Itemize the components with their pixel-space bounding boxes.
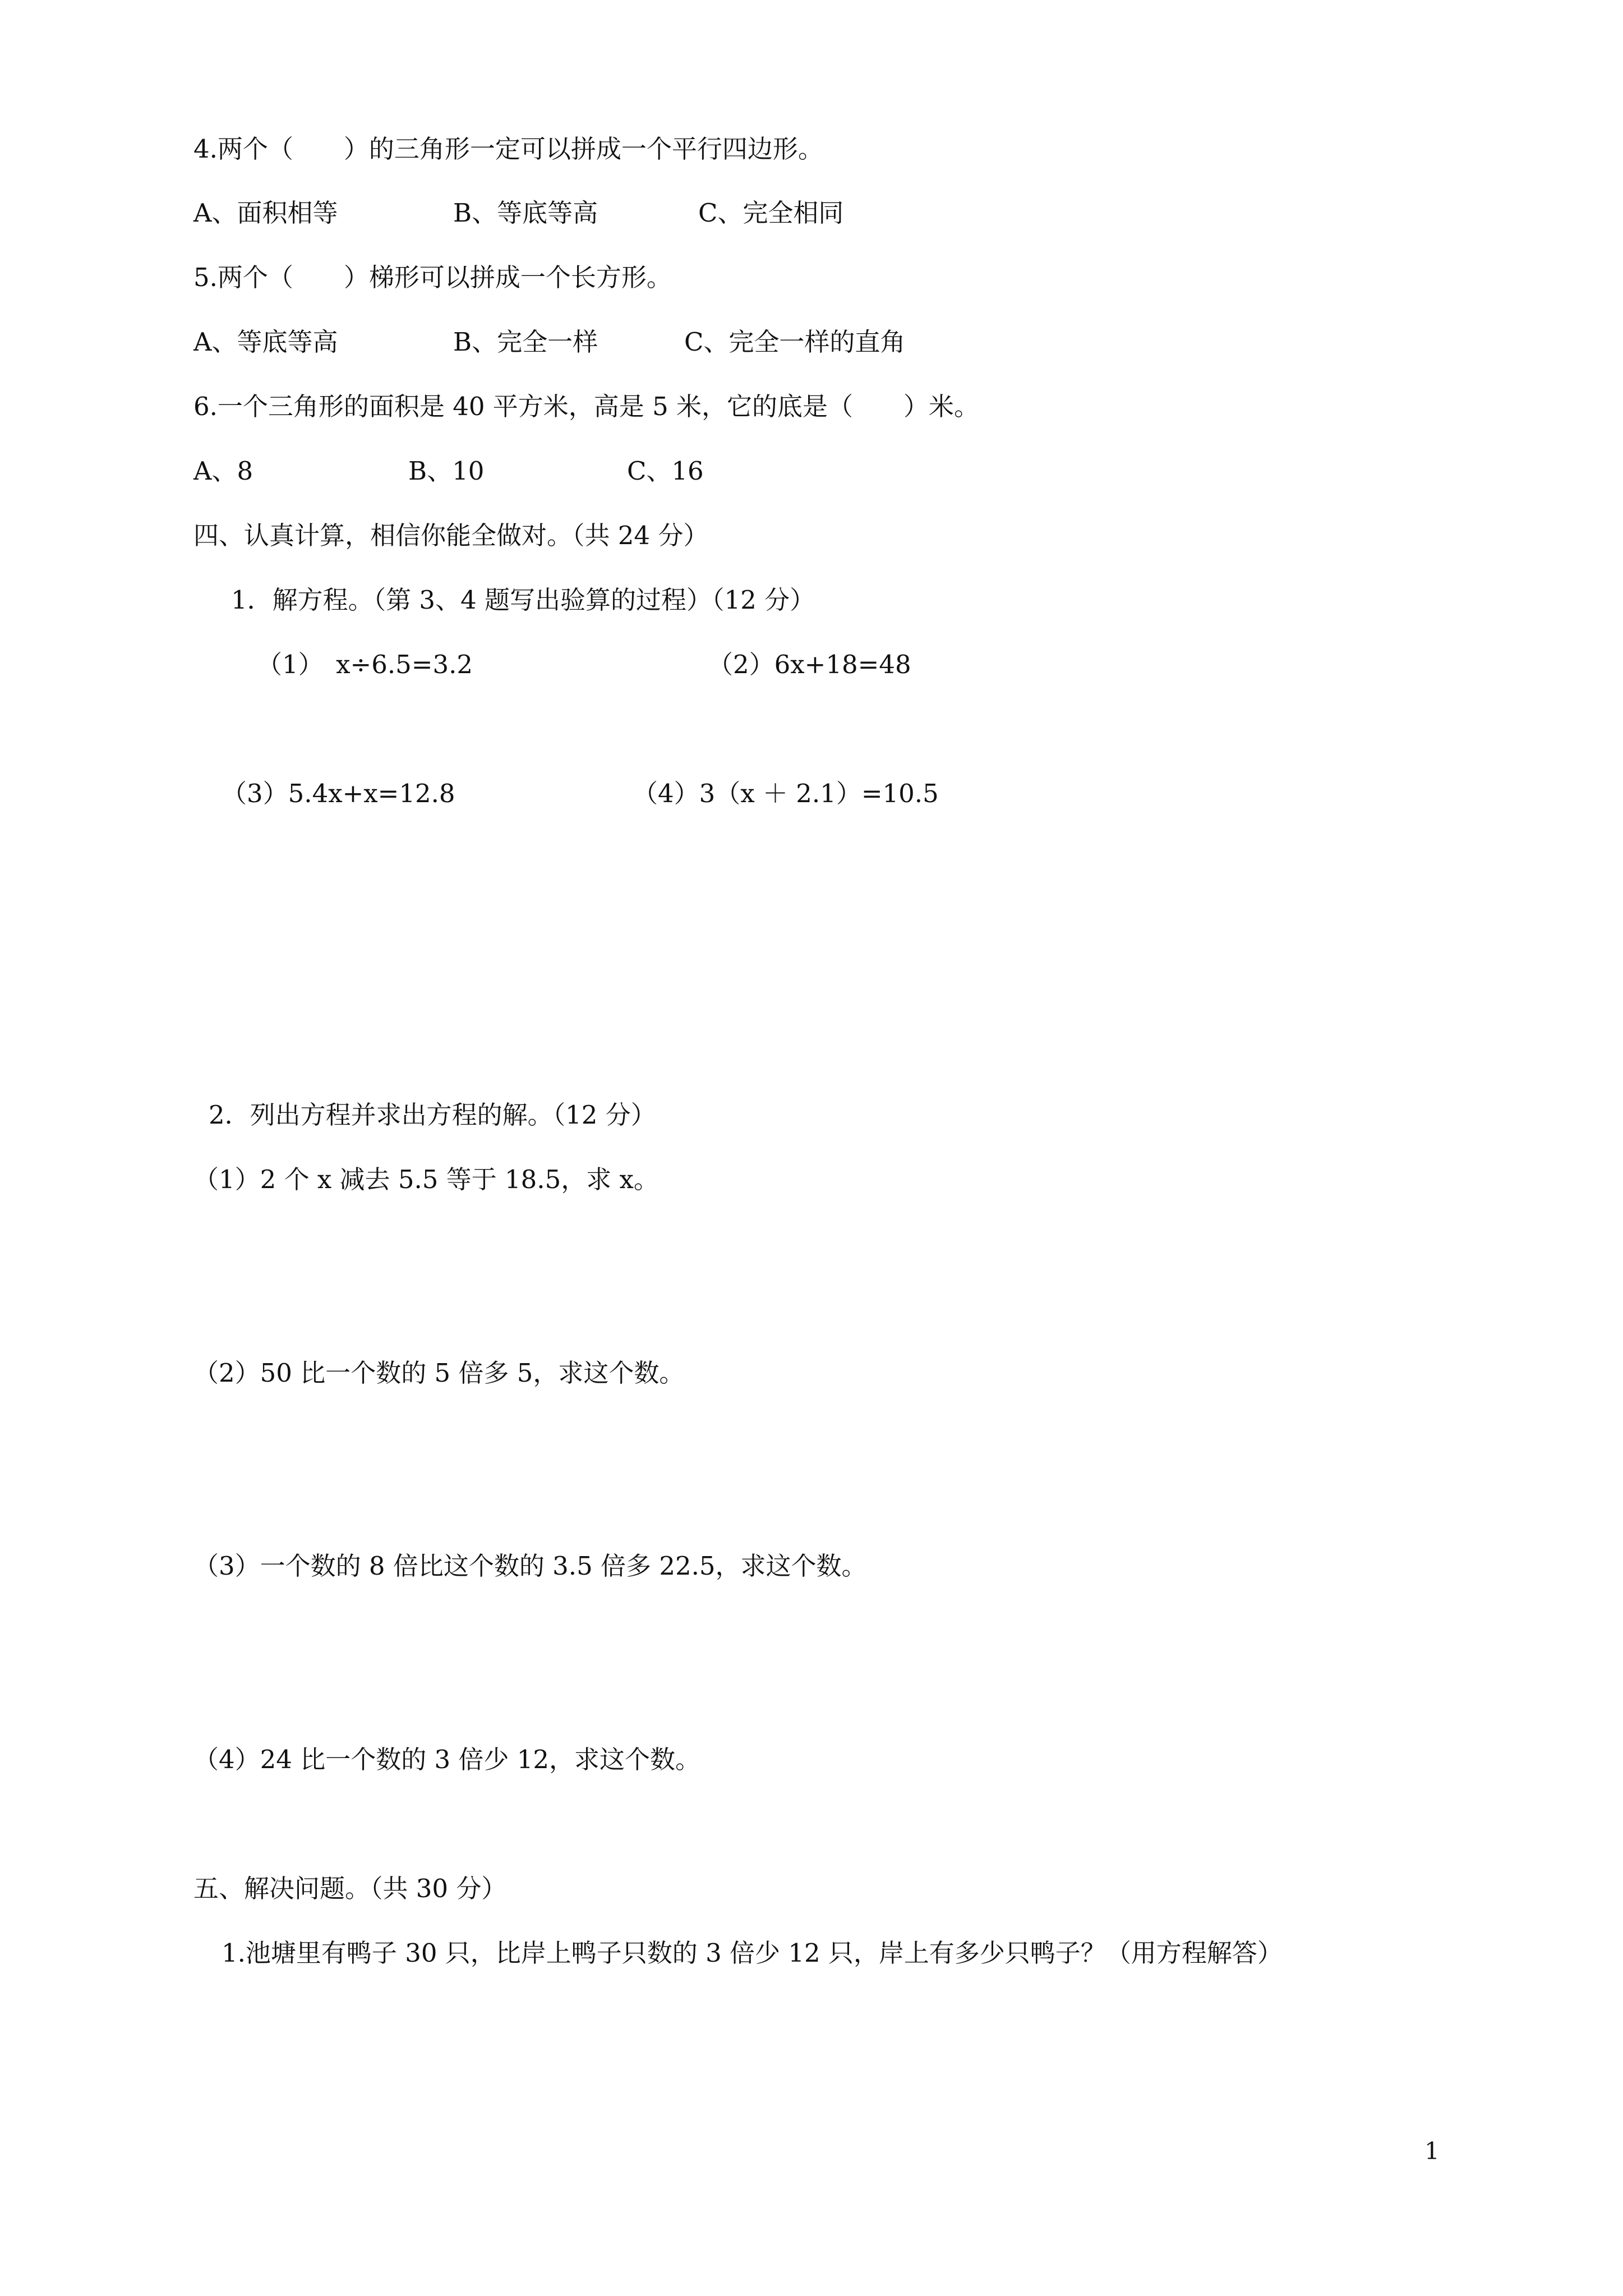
word-equation-2: （2）50 比一个数的 5 倍多 5，求这个数。 [193, 1358, 685, 1388]
question-4-stem: 4.两个（ ）的三角形一定可以拼成一个平行四边形。 [193, 134, 823, 164]
word-equation-1: （1）2 个 x 减去 5.5 等于 18.5，求 x。 [193, 1165, 659, 1194]
equation-1: （1） x÷6.5=3.2 [257, 650, 473, 679]
part-2-title: 2．列出方程并求出方程的解。（12 分） [209, 1100, 656, 1130]
option-a: A、8 [193, 456, 253, 486]
option-b: B、10 [408, 456, 485, 486]
question-5-stem: 5.两个（ ）梯形可以拼成一个长方形。 [193, 263, 672, 292]
option-b: B、完全一样 [453, 327, 598, 357]
equation-2: （2）6x+18=48 [708, 650, 911, 679]
option-c: C、完全相同 [698, 198, 844, 228]
page-number: 1 [1424, 2137, 1440, 2165]
option-a: A、面积相等 [193, 198, 338, 228]
equation-4: （4）3（x ＋ 2.1）=10.5 [633, 779, 939, 808]
problem-1: 1.池塘里有鸭子 30 只，比岸上鸭子只数的 3 倍少 12 只，岸上有多少只鸭子？（用方程解答） [222, 1938, 1283, 1968]
option-a: A、等底等高 [193, 327, 338, 357]
equation-3: （3）5.4x+x=12.8 [222, 779, 455, 808]
section-5-title: 五、解决问题。（共 30 分） [193, 1874, 507, 1903]
word-equation-4: （4）24 比一个数的 3 倍少 12，求这个数。 [193, 1745, 701, 1774]
option-c: C、完全一样的直角 [684, 327, 906, 357]
option-b: B、等底等高 [453, 198, 598, 228]
question-6-stem: 6.一个三角形的面积是 40 平方米，高是 5 米，它的底是（ ）米。 [193, 392, 980, 421]
option-c: C、16 [627, 456, 704, 486]
word-equation-3: （3）一个数的 8 倍比这个数的 3.5 倍多 22.5，求这个数。 [193, 1551, 867, 1581]
part-1-title: 1．解方程。（第 3、4 题写出验算的过程）（12 分） [231, 585, 815, 615]
section-4-title: 四、认真计算，相信你能全做对。（共 24 分） [193, 521, 709, 550]
